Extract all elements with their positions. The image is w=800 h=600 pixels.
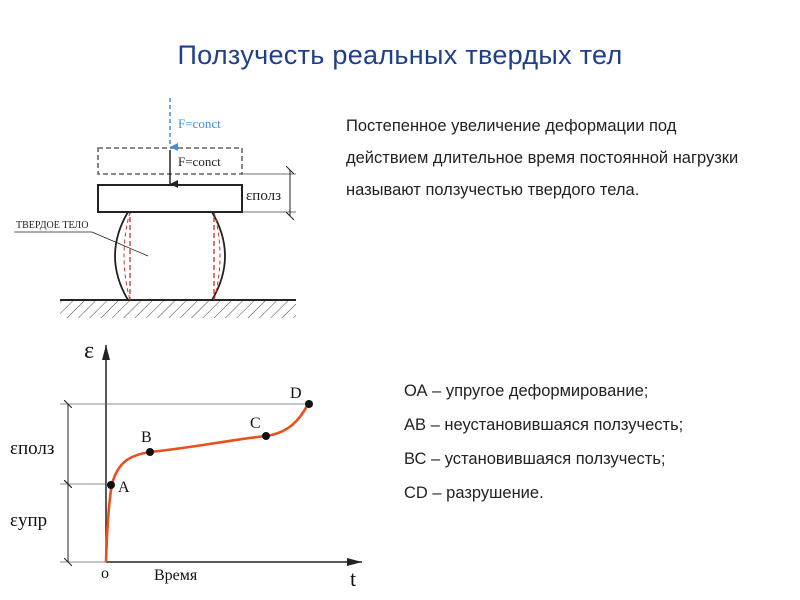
legend-item-bc: ВС – установившаяся ползучесть; — [404, 450, 666, 468]
point-b-label: B — [141, 429, 152, 446]
legend — [404, 374, 784, 510]
creep-curve-graph — [10, 338, 362, 591]
point-c-label: C — [250, 415, 261, 432]
point-b-marker — [146, 448, 154, 456]
creep-definition-text: Постепенное увеличение деформации под действием длительное время постоянной нагрузки называют ползучестью твердого тела. — [346, 117, 739, 199]
point-d-label: D — [290, 385, 302, 402]
legend-item-oa: ОА – упругое деформирование; — [404, 382, 649, 400]
force-label-loaded: F=conct — [178, 154, 221, 169]
point-c-marker — [262, 432, 270, 440]
body-label-pointer — [92, 232, 148, 256]
body-label: ТВЕРДОЕ ТЕЛО — [16, 220, 89, 231]
legend-item-ab: АВ – неустановившаяся ползучесть; — [404, 416, 684, 434]
point-a-label: A — [118, 479, 130, 496]
point-d-marker — [305, 400, 313, 408]
ground-hatch — [60, 300, 296, 318]
page-title: Ползучесть реальных твердых тел — [177, 40, 623, 70]
force-label-initial: F=conct — [178, 116, 221, 131]
plate-loaded-position — [98, 185, 242, 212]
creep-specimen-figure — [14, 98, 296, 318]
origin-label: o — [101, 565, 109, 582]
x-axis-label: Время — [154, 567, 198, 584]
elastic-strain-label: εупр — [10, 510, 48, 531]
legend-item-cd: CD – разрушение. — [404, 484, 544, 502]
creep-curve — [106, 404, 308, 562]
creep-label-top: εполз — [246, 188, 282, 204]
x-axis-symbol: t — [350, 566, 357, 591]
solid-body-creep-outline — [124, 212, 220, 300]
y-axis-symbol: ε — [84, 338, 95, 364]
solid-body-deformed — [115, 212, 225, 300]
creep-strain-label: εполз — [10, 438, 55, 459]
point-a-marker — [107, 481, 115, 489]
